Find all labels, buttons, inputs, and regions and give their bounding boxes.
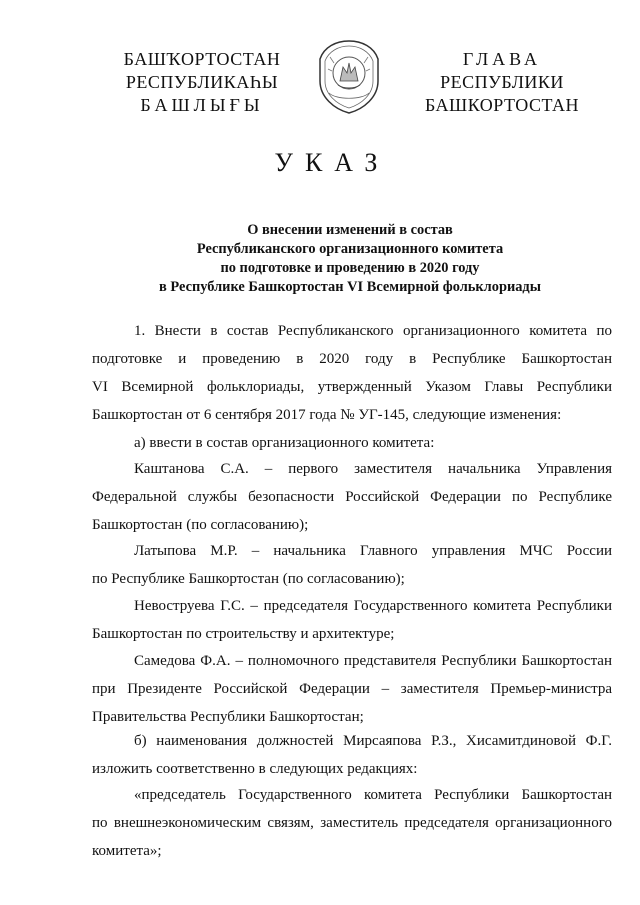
header-right-line-2: РЕСПУБЛИКИ	[440, 72, 564, 92]
decree-title: УКАЗ	[274, 148, 390, 177]
header-right-line-3: БАШКОРТОСТАН	[424, 95, 580, 115]
header-left-line-2: РЕСПУБЛИКАҺЫ	[125, 72, 279, 92]
header-right-line-1: ГЛАВА	[462, 49, 542, 69]
body-line: Башкортостан (по согласованию);	[92, 517, 309, 533]
body-line: Федеральной службы безопасности Российской Федерации по Республике	[92, 489, 612, 505]
decree-subject	[60, 221, 640, 297]
body-line: Башкортостан по строительству и архитектуре;	[92, 626, 395, 642]
body-item-samedov	[92, 647, 612, 731]
body-item-latypov	[92, 537, 612, 593]
body-line: 1. Внести в состав Республиканского организационного комитета по	[134, 323, 612, 339]
body-line: изложить соответственно в следующих редакциях:	[92, 761, 418, 777]
body-line: по Республике Башкортостан (по согласованию);	[92, 571, 405, 587]
body-line: «председатель Государственного комитета Республики Башкортостан	[134, 787, 612, 803]
body-line: Невоструева Г.С. – председателя Государственного комитета Республики	[134, 598, 612, 614]
header-left-line-1: БАШҠОРТОСТАН	[123, 49, 281, 69]
body-item-kashtanov	[92, 455, 612, 539]
body-line: подготовке и проведению в 2020 году в Республике Башкортостан	[92, 351, 612, 367]
body-paragraph-1	[92, 317, 612, 457]
body-line: а) ввести в состав организационного комитета:	[134, 435, 435, 451]
subject-line: в Республике Башкортостан VI Всемирной фольклориады	[159, 279, 541, 295]
subject-line: О внесении изменений в состав	[247, 222, 453, 238]
body-line: при Президенте Российской Федерации – заместителя Премьер-министра	[92, 681, 612, 697]
body-line: VI Всемирной фольклориады, утвержденный Указом Главы Республики	[92, 379, 612, 395]
body-line: Самедова Ф.А. – полномочного представителя Республики Башкортостан	[134, 653, 612, 669]
header-left-line-3: БАШЛЫҒЫ	[140, 95, 264, 115]
header-left	[112, 48, 292, 117]
body-line: б) наименования должностей Мирсаяпова Р.З., Хисамитдиновой Ф.Г.	[134, 733, 612, 749]
header-right	[412, 48, 592, 117]
body-line: по внешнеэкономическим связям, заместитель председателя организационного	[92, 815, 612, 831]
body-line: Правительства Республики Башкортостан;	[92, 709, 364, 725]
body-line: Каштанова С.А. – первого заместителя начальника Управления	[134, 461, 612, 477]
body-line: комитета»;	[92, 843, 162, 859]
body-item-nevostruev	[92, 592, 612, 648]
body-quote	[92, 781, 612, 865]
subject-line: по подготовке и проведению в 2020 году	[220, 260, 480, 276]
subject-line: Республиканского организационного комитета	[196, 241, 504, 257]
body-paragraph-b	[92, 727, 612, 783]
coat-of-arms-icon	[314, 37, 384, 115]
body-line: Латыпова М.Р. – начальника Главного управления МЧС России	[134, 543, 612, 559]
body-line: Башкортостан от 6 сентября 2017 года № УГ-145, следующие изменения:	[92, 407, 562, 423]
